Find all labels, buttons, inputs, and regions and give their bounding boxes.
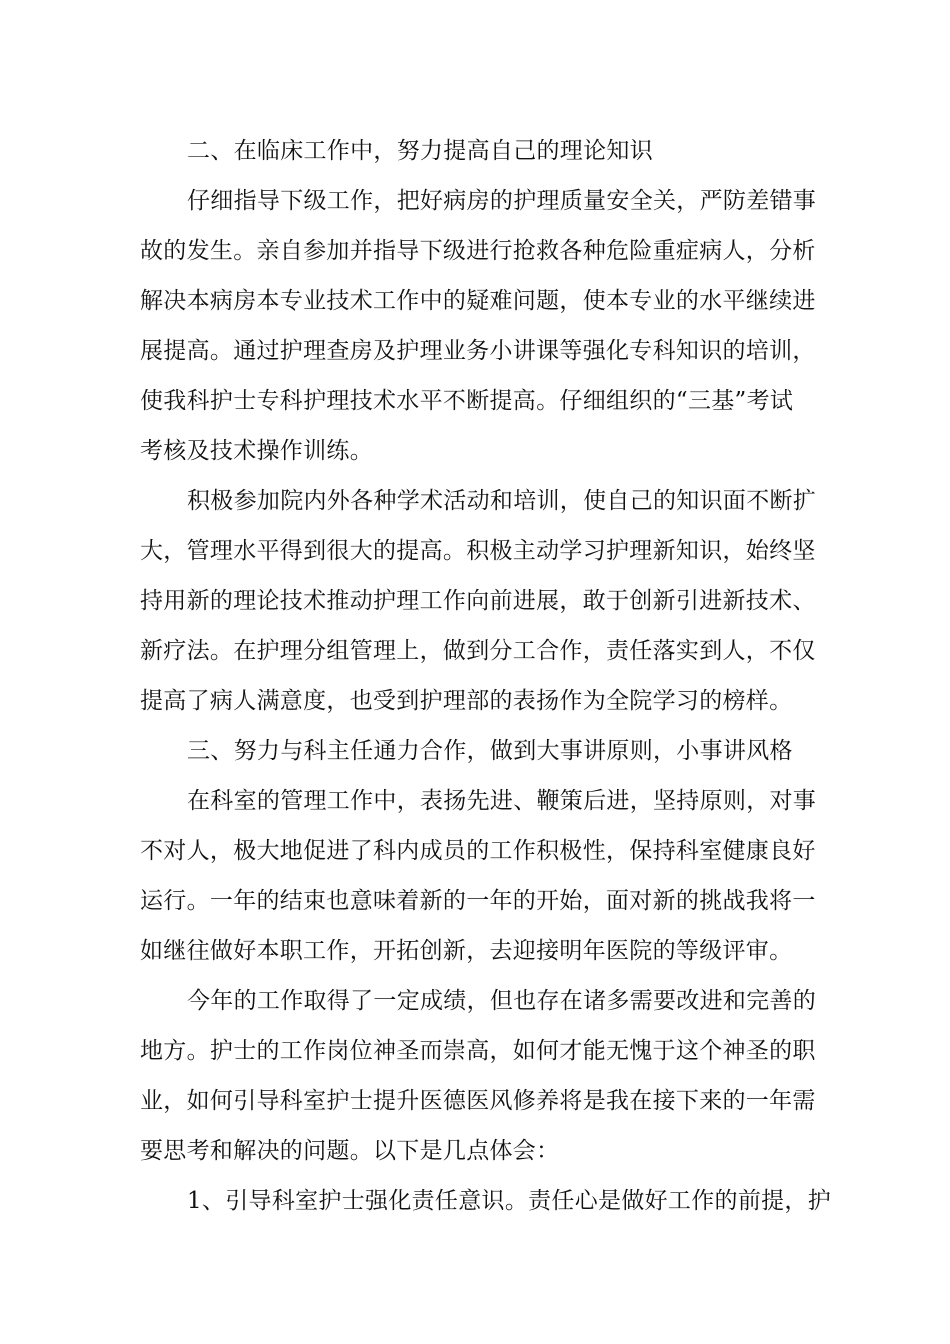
paragraph-line: 业，如何引导科室护士提升医德医风修养将是我在接下来的一年需 <box>140 1088 816 1114</box>
paragraph-line: 持用新的理论技术推动护理工作向前进展，敢于创新引进新技术、 <box>140 588 816 614</box>
section-heading-2: 二、在临床工作中，努力提高自己的理论知识 <box>187 138 653 164</box>
paragraph-line: 大，管理水平得到很大的提高。积极主动学习护理新知识，始终坚 <box>140 538 816 564</box>
paragraph-line: 运行。一年的结束也意味着新的一年的开始，面对新的挑战我将一 <box>140 888 816 914</box>
paragraph-line: 要思考和解决的问题。以下是几点体会： <box>140 1138 560 1164</box>
paragraph-line: 提高了病人满意度，也受到护理部的表扬作为全院学习的榜样。 <box>140 688 793 714</box>
paragraph-line: 解决本病房本专业技术工作中的疑难问题，使本专业的水平继续进 <box>140 288 816 314</box>
paragraph-line: 故的发生。亲自参加并指导下级进行抢救各种危险重症病人，分析 <box>140 238 816 264</box>
paragraph-line: 不对人，极大地促进了科内成员的工作积极性，保持科室健康良好 <box>140 838 816 864</box>
paragraph-line: 在科室的管理工作中，表扬先进、鞭策后进，坚持原则，对事 <box>187 788 817 814</box>
paragraph-line: 如继往做好本职工作，开拓创新，去迎接明年医院的等级评审。 <box>140 938 793 964</box>
paragraph-line: 新疗法。在护理分组管理上，做到分工合作，责任落实到人，不仅 <box>140 638 816 664</box>
paragraph-line: 考核及技术操作训练。 <box>140 438 373 464</box>
paragraph-line: 地方。护士的工作岗位神圣而崇高，如何才能无愧于这个神圣的职 <box>140 1038 816 1064</box>
paragraph-line: 仔细指导下级工作，把好病房的护理质量安全关，严防差错事 <box>187 188 817 214</box>
paragraph-line: 今年的工作取得了一定成绩，但也存在诸多需要改进和完善的 <box>187 988 817 1014</box>
paragraph-line: 使我科护士专科护理技术水平不断提高。仔细组织的“三基”考试 <box>140 388 794 414</box>
list-item-1: 1、引导科室护士强化责任意识。责任心是做好工作的前提，护 <box>187 1188 832 1214</box>
paragraph-line: 展提高。通过护理查房及护理业务小讲课等强化专科知识的培训， <box>140 338 816 364</box>
section-heading-3: 三、努力与科主任通力合作，做到大事讲原则，小事讲风格 <box>187 738 793 764</box>
paragraph-line: 积极参加院内外各种学术活动和培训，使自己的知识面不断扩 <box>187 488 817 514</box>
